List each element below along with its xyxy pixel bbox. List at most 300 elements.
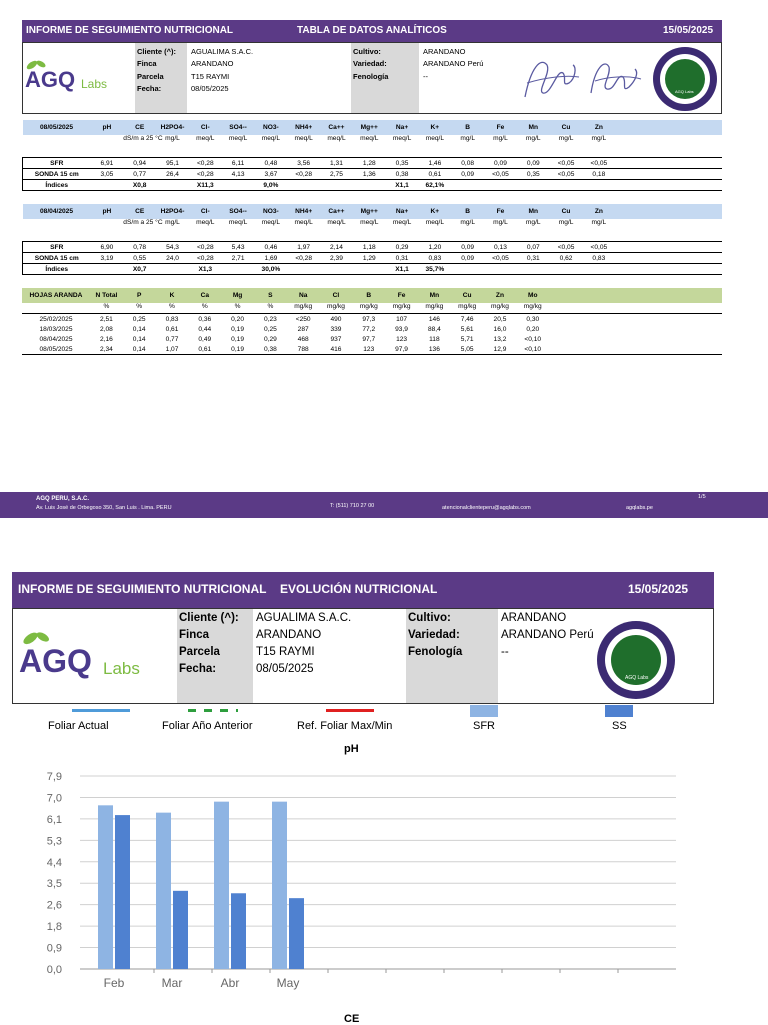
value-cell: 0,35	[517, 169, 550, 180]
unit-cell: %	[254, 303, 287, 314]
section-title: TABLA DE DATOS ANALÍTICOS	[297, 25, 447, 36]
table-row	[23, 253, 723, 264]
column-header: B	[451, 120, 484, 135]
signatures-icon	[517, 47, 647, 109]
column-header: Na+	[386, 204, 419, 219]
unit-cell	[91, 135, 124, 158]
column-header: B	[352, 288, 385, 303]
column-header: CE	[123, 204, 156, 219]
phenology-value: --	[423, 72, 428, 81]
units-filler	[549, 303, 722, 314]
table-row	[23, 169, 723, 180]
chart-title: pH	[344, 743, 359, 755]
row-label: 08/04/2025	[39, 335, 73, 343]
units-label-cell	[23, 135, 91, 158]
table-header-filler	[615, 120, 722, 135]
unit-cell: %	[90, 303, 123, 314]
unit-cell: mg/kg	[418, 303, 451, 314]
table-header-row	[23, 204, 723, 219]
value-cell: 1,97	[287, 242, 320, 253]
value-cell: 88,4	[427, 325, 441, 333]
value-cell: 0,30	[526, 315, 540, 323]
value-cell: 5,61	[460, 325, 474, 333]
column-header: NO3-	[254, 120, 287, 135]
report-header-bar-2	[12, 572, 714, 608]
value-cell: 0,35	[386, 158, 419, 169]
value-cell: 416	[320, 344, 353, 355]
value-cell	[550, 264, 583, 275]
legend-label-3: SFR	[473, 720, 495, 732]
value-cell: <0,05	[550, 242, 583, 253]
unit-cell: mg/L	[165, 135, 180, 142]
column-header: Cu	[550, 120, 583, 135]
value-cell: 97,9	[385, 344, 418, 355]
unit-cell: meq/L	[228, 219, 248, 226]
value-cell	[451, 180, 484, 191]
value-cell	[353, 180, 386, 191]
value-cell: 2,08	[99, 325, 113, 333]
unit-cell: mg/L	[460, 219, 475, 226]
value-cell: 62,1%	[418, 180, 451, 191]
value-cell: 2,71	[222, 253, 255, 264]
value-cell: 0,19	[231, 335, 244, 343]
value-cell	[320, 180, 353, 191]
footer-email[interactable]: atencionalclienteperu@agqlabs.com	[442, 505, 531, 511]
column-header: K+	[418, 120, 451, 135]
value-cell: 2,14	[320, 242, 353, 253]
bar-sfr	[214, 802, 229, 969]
column-header: NO3-	[254, 204, 287, 219]
row-filler	[615, 242, 722, 253]
value-cell: 0,31	[517, 253, 550, 264]
value-cell: <0,05	[582, 158, 615, 169]
value-cell	[91, 180, 124, 191]
value-cell: <0,05	[550, 169, 583, 180]
leaf-analysis-table	[22, 288, 722, 355]
header-filler	[549, 288, 722, 303]
value-cell	[353, 264, 386, 275]
value-cell: 1,29	[353, 253, 386, 264]
value-cell: 3,56	[287, 158, 320, 169]
value-cell: 2,75	[320, 169, 353, 180]
unit-cell: mg/L	[493, 135, 508, 142]
value-cell: 0,14	[123, 344, 156, 355]
value-cell: 20,5	[493, 315, 507, 323]
value-cell: 0,38	[254, 344, 287, 355]
value-cell	[287, 180, 320, 191]
value-cell: 0,83	[418, 253, 451, 264]
value-cell	[222, 264, 255, 275]
page-number: 1/5	[698, 494, 706, 500]
value-cell: 0,20	[231, 315, 244, 323]
bar-ss	[289, 898, 304, 969]
row-filler	[549, 324, 722, 334]
value-cell: 4,13	[222, 169, 255, 180]
column-header: Mg++	[353, 120, 386, 135]
row-filler	[549, 314, 722, 325]
unit-cell: meq/L	[392, 219, 412, 226]
value-cell: 0,61	[165, 325, 179, 333]
crop-name-2: ARANDANO	[501, 612, 567, 624]
value-cell: 0,77	[165, 335, 179, 343]
value-cell: 0,36	[198, 315, 212, 323]
value-cell: 788	[287, 344, 320, 355]
footer-web[interactable]: agqlabs.pe	[626, 505, 653, 511]
value-cell: 123	[396, 335, 408, 343]
legend-line-foliar-anterior	[188, 709, 238, 712]
value-cell	[550, 180, 583, 191]
value-cell: 0,19	[231, 325, 244, 333]
unit-cell: %	[123, 303, 156, 314]
value-cell: 136	[418, 344, 451, 355]
units-filler	[615, 135, 722, 158]
value-cell: 2,16	[99, 335, 113, 343]
row-label: Índices	[23, 180, 91, 191]
column-header: Ca	[188, 288, 221, 303]
x-tick-label: May	[276, 976, 300, 990]
units-filler	[615, 219, 722, 242]
bar-sfr	[156, 813, 171, 969]
leaf-header-row	[22, 288, 722, 303]
value-cell: 13,2	[493, 335, 507, 343]
value-cell	[484, 180, 517, 191]
value-cell	[320, 264, 353, 275]
table-row	[23, 264, 723, 275]
value-cell: 5,71	[460, 335, 474, 343]
row-label: SFR	[23, 158, 91, 169]
unit-cell: mg/kg	[516, 303, 549, 314]
value-cell	[517, 264, 550, 275]
report-date: 15/05/2025	[663, 25, 714, 36]
legend-label-0: Foliar Actual	[48, 720, 109, 732]
value-cell: 0,29	[263, 335, 277, 343]
value-cell: X1,1	[386, 264, 419, 275]
row-filler	[615, 264, 722, 275]
certification-seal-icon-2: AGQ Labs	[597, 621, 675, 699]
report-header-bar	[22, 20, 722, 42]
row-label: Índices	[23, 264, 91, 275]
value-cell: 0,78	[123, 242, 156, 253]
variety-name-2: ARANDANO Perú	[501, 629, 594, 641]
table-row	[22, 324, 722, 334]
value-cell: 12,9	[484, 344, 517, 355]
water-analysis-table-1	[22, 120, 722, 191]
units-row	[22, 303, 722, 314]
value-cell: 287	[297, 325, 309, 333]
value-cell: 54,3	[156, 242, 189, 253]
farm-name-2: ARANDANO	[256, 629, 322, 641]
value-cell: 0,14	[132, 325, 146, 333]
column-header: Zn	[582, 204, 615, 219]
value-cell: 3,67	[254, 169, 287, 180]
column-header: Cu	[550, 204, 583, 219]
row-label: SONDA 15 cm	[23, 253, 91, 264]
unit-cell: mg/kg	[451, 303, 484, 314]
value-cell: 95,1	[156, 158, 189, 169]
value-cell	[222, 180, 255, 191]
value-cell: 0,20	[526, 325, 540, 333]
column-header: pH	[91, 120, 124, 135]
footer-phone: T: (511) 710 27 00	[330, 503, 375, 509]
unit-cell: mg/L	[460, 135, 475, 142]
value-cell: 0,83	[582, 253, 615, 264]
value-cell: 0,83	[165, 315, 179, 323]
row-filler	[615, 180, 722, 191]
bar-ss	[115, 815, 130, 969]
value-cell: 937	[330, 335, 342, 343]
unit-cell: meq/L	[360, 219, 379, 226]
value-cell	[451, 264, 484, 275]
certification-seal-icon: AGQ Labs	[653, 47, 717, 111]
value-cell: 7,46	[460, 315, 474, 323]
y-tick-label: 7,0	[46, 792, 62, 805]
table-date-cell: 08/04/2025	[23, 204, 91, 219]
value-cell: 490	[330, 315, 342, 323]
value-cell: 2,34	[90, 344, 123, 355]
column-header: pH	[91, 204, 124, 219]
value-cell	[517, 180, 550, 191]
column-header: Zn	[484, 288, 517, 303]
row-label: 25/02/2025	[39, 315, 73, 323]
sample-date-2: 08/05/2025	[256, 663, 314, 675]
client-name: AGUALIMA S.A.C.	[191, 47, 254, 56]
value-cell: 1,36	[353, 169, 386, 180]
unit-cell: meq/L	[294, 219, 313, 226]
unit-cell: mg/L	[525, 135, 541, 142]
value-cell: 1,20	[418, 242, 451, 253]
column-header: K	[156, 288, 189, 303]
column-header: N Total	[90, 288, 123, 303]
value-cell: 0,14	[132, 335, 146, 343]
row-filler	[615, 158, 722, 169]
table-header-filler	[615, 204, 722, 219]
next-chart-title: CE	[344, 1013, 360, 1025]
value-cell: 16,0	[493, 325, 507, 333]
table-row	[22, 314, 722, 325]
column-header: P	[123, 288, 156, 303]
row-label: SFR	[23, 242, 91, 253]
column-header: Cl	[320, 288, 353, 303]
unit-cell: mg/kg	[287, 303, 320, 314]
value-cell	[156, 180, 189, 191]
y-tick-label: 1,8	[46, 921, 62, 934]
column-header: K+	[418, 204, 451, 219]
plot-name-2: T15 RAYMI	[256, 646, 315, 658]
x-tick-label: Abr	[220, 976, 240, 990]
value-cell: 77,2	[362, 325, 376, 333]
value-cell: 0,18	[582, 169, 615, 180]
column-header: NH4+	[287, 120, 320, 135]
column-header: Mo	[516, 288, 549, 303]
unit-cell: meq/L	[425, 219, 445, 226]
value-cell: 35,7%	[418, 264, 451, 275]
report-title-2: INFORME DE SEGUIMIENTO NUTRICIONAL	[18, 582, 267, 596]
value-cell: <0,10	[516, 344, 549, 355]
unit-cell: mg/L	[591, 219, 607, 226]
value-cell: 3,19	[91, 253, 124, 264]
value-cell: 0,09	[451, 242, 484, 253]
value-cell: 97,3	[362, 315, 376, 323]
section-title-2: EVOLUCIÓN NUTRICIONAL	[280, 582, 438, 596]
units-label-cell	[22, 303, 90, 314]
column-header: Mg	[221, 288, 254, 303]
value-cell: X1,1	[386, 180, 419, 191]
unit-cell: %	[221, 303, 254, 314]
table-row	[23, 158, 723, 169]
value-cell: 5,43	[222, 242, 255, 253]
unit-cell: mg/kg	[484, 303, 517, 314]
column-header: Fe	[385, 288, 418, 303]
value-cell: 2,51	[99, 315, 113, 323]
unit-cell: dS/m a 25 °C	[123, 219, 163, 226]
value-cell: <0,28	[287, 169, 320, 180]
table-date-cell: 08/05/2025	[23, 120, 91, 135]
value-cell: <0,28	[189, 253, 222, 264]
row-label: 18/03/2025	[39, 325, 73, 333]
unit-cell: mg/L	[493, 219, 508, 226]
value-cell: 24,0	[156, 253, 189, 264]
value-cell: <250	[295, 315, 311, 323]
value-cell: 0,94	[123, 158, 156, 169]
ph-bar-chart	[0, 760, 700, 1000]
value-cell: 1,46	[418, 158, 451, 169]
unit-cell: meq/L	[392, 135, 412, 142]
unit-cell: meq/L	[261, 219, 281, 226]
value-cell: 0,62	[550, 253, 583, 264]
value-cell: 0,61	[188, 344, 221, 355]
water-analysis-table-2	[22, 204, 722, 275]
value-cell: 1,07	[156, 344, 189, 355]
value-cell: 0,07	[517, 242, 550, 253]
value-cell: <0,05	[550, 158, 583, 169]
value-cell: 0,08	[451, 158, 484, 169]
value-cell: 0,38	[386, 169, 419, 180]
value-cell: 118	[429, 335, 440, 343]
y-tick-label: 0,0	[46, 964, 62, 976]
value-cell: 0,25	[132, 315, 146, 323]
column-header: Cu	[451, 288, 484, 303]
value-cell: 0,09	[451, 169, 484, 180]
column-header: Zn	[582, 120, 615, 135]
unit-cell: %	[156, 303, 189, 314]
legend-box-sfr	[470, 705, 498, 717]
value-cell: 1,69	[254, 253, 287, 264]
legend-label-1: Foliar Año Anterior	[162, 720, 253, 732]
column-header: Na	[287, 288, 320, 303]
value-cell: 6,91	[91, 158, 124, 169]
legend-line-foliar-actual	[72, 709, 130, 712]
value-cell: 107	[396, 315, 408, 323]
column-header: Ca++	[320, 204, 353, 219]
value-cell: 0,48	[254, 158, 287, 169]
unit-cell: meq/L	[327, 135, 346, 142]
value-cell: 1,28	[353, 158, 386, 169]
column-header: Fe	[484, 204, 517, 219]
value-cell: 26,4	[156, 169, 189, 180]
column-header: H2PO4-	[156, 204, 189, 219]
units-label-cell	[23, 219, 91, 242]
unit-cell: meq/L	[425, 135, 445, 142]
value-cell: 1,18	[353, 242, 386, 253]
value-cell: <0,28	[287, 253, 320, 264]
value-cell: 0,49	[198, 335, 212, 343]
legend-line-ref-max-min	[326, 709, 374, 712]
unit-cell: mg/L	[525, 219, 541, 226]
row-label: SONDA 15 cm	[23, 169, 91, 180]
y-tick-label: 4,4	[46, 856, 62, 869]
column-header: Cl-	[189, 120, 222, 135]
column-header: NH4+	[287, 204, 320, 219]
column-header: CE	[123, 120, 156, 135]
value-cell: 9,0%	[254, 180, 287, 191]
value-cell: 0,46	[254, 242, 287, 253]
units-row	[23, 135, 723, 158]
unit-cell: meq/L	[327, 219, 346, 226]
bar-ss	[231, 893, 246, 969]
value-cell: 0,61	[418, 169, 451, 180]
unit-cell: meq/L	[196, 135, 215, 142]
column-header: Mn	[517, 120, 550, 135]
value-cell: X0,7	[123, 264, 156, 275]
value-cell: <0,28	[189, 158, 222, 169]
value-cell: <0,28	[189, 169, 222, 180]
footer-company: AGQ PERU, S.A.C.	[36, 496, 90, 502]
unit-cell: mg/L	[165, 219, 180, 226]
unit-cell: mg/L	[558, 135, 574, 142]
row-filler	[549, 344, 722, 355]
column-header: Ca++	[320, 120, 353, 135]
value-cell: 123	[352, 344, 385, 355]
value-cell: <0,05	[582, 242, 615, 253]
value-cell: X1,3	[189, 264, 222, 275]
value-cell: 0,09	[451, 253, 484, 264]
unit-cell: meq/L	[261, 135, 281, 142]
value-cell: X0,8	[123, 180, 156, 191]
value-cell: <0,05	[484, 169, 517, 180]
value-cell: 5,05	[451, 344, 484, 355]
bar-sfr	[98, 805, 113, 969]
value-cell	[156, 264, 189, 275]
unit-cell	[91, 219, 124, 242]
value-cell: 0,19	[221, 344, 254, 355]
y-tick-label: 3,5	[46, 878, 62, 891]
table-header-row	[23, 120, 723, 135]
value-cell: 0,77	[123, 169, 156, 180]
value-cell	[484, 264, 517, 275]
value-cell	[582, 180, 615, 191]
value-cell	[91, 264, 124, 275]
unit-cell: meq/L	[294, 135, 313, 142]
client-info-box: AGQ Labs Cliente (^): Finca Parcela Fecha: AGUALIMA S.A.C. ARANDANO T15 RAYMI 08/05/2025 Cultivo: Variedad: Fenología ARANDANO ARANDANO Perú -- AGQ Labs	[22, 42, 722, 114]
column-header: Mn	[418, 288, 451, 303]
phenology-value-2: --	[501, 646, 509, 658]
table-row	[23, 242, 723, 253]
unit-cell: mg/L	[558, 219, 574, 226]
value-cell: 0,23	[263, 315, 277, 323]
value-cell: 0,25	[263, 325, 277, 333]
value-cell: X11,3	[189, 180, 222, 191]
unit-cell: meq/L	[228, 135, 248, 142]
unit-cell: mg/kg	[385, 303, 418, 314]
value-cell	[582, 264, 615, 275]
unit-cell: %	[188, 303, 221, 314]
value-cell: 339	[330, 325, 342, 333]
bar-sfr	[272, 802, 287, 969]
value-cell: 2,39	[320, 253, 353, 264]
unit-cell: mg/kg	[320, 303, 353, 314]
value-cell: 0,31	[386, 253, 419, 264]
table-row	[22, 344, 722, 355]
